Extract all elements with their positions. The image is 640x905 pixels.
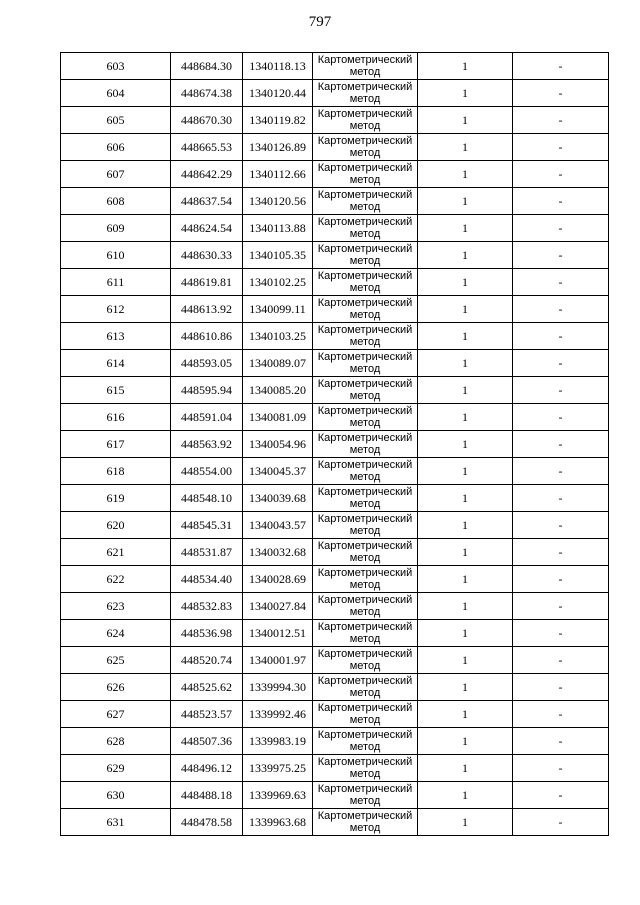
accuracy-value: 1 [418, 161, 513, 188]
method-cell [313, 647, 418, 674]
accuracy-value: 1 [418, 647, 513, 674]
method-line-2: метод [349, 768, 381, 780]
point-number: 614 [61, 350, 171, 377]
point-number: 610 [61, 242, 171, 269]
method-line-2: метод [349, 417, 381, 429]
method-line-2: метод [349, 201, 381, 213]
coordinate-y: 1340113.88 [243, 215, 313, 242]
point-number: 628 [61, 728, 171, 755]
coordinate-y: 1339963.68 [243, 809, 313, 836]
table-row [61, 755, 609, 782]
coordinate-y: 1340085.20 [243, 377, 313, 404]
table-row [61, 161, 609, 188]
coordinate-y: 1340027.84 [243, 593, 313, 620]
method-line-1: Картометрический [317, 648, 413, 660]
coordinate-x: 448525.62 [171, 674, 243, 701]
coordinate-y: 1340089.07 [243, 350, 313, 377]
point-number: 613 [61, 323, 171, 350]
method-line-1: Картометрический [317, 702, 413, 714]
description-value: - [513, 188, 609, 215]
point-number: 618 [61, 458, 171, 485]
description-value: - [513, 107, 609, 134]
method-line-1: Картометрический [317, 783, 413, 795]
method-cell [313, 485, 418, 512]
method-line-2: метод [349, 714, 381, 726]
coordinate-y: 1340043.57 [243, 512, 313, 539]
description-value: - [513, 431, 609, 458]
table-row [61, 431, 609, 458]
point-number: 619 [61, 485, 171, 512]
method-line-2: метод [349, 687, 381, 699]
method-line-1: Картометрический [317, 459, 413, 471]
method-cell [313, 242, 418, 269]
coordinate-x: 448531.87 [171, 539, 243, 566]
coordinate-y: 1339975.25 [243, 755, 313, 782]
table-row [61, 80, 609, 107]
table-row [61, 485, 609, 512]
description-value: - [513, 620, 609, 647]
coordinate-y: 1339983.19 [243, 728, 313, 755]
table-row [61, 620, 609, 647]
method-line-2: метод [349, 228, 381, 240]
table-row [61, 539, 609, 566]
point-number: 630 [61, 782, 171, 809]
table-row [61, 566, 609, 593]
coordinate-y: 1340102.25 [243, 269, 313, 296]
coordinate-y: 1340045.37 [243, 458, 313, 485]
accuracy-value: 1 [418, 107, 513, 134]
coordinate-x: 448478.58 [171, 809, 243, 836]
method-cell [313, 161, 418, 188]
method-line-2: метод [349, 552, 381, 564]
description-value: - [513, 512, 609, 539]
description-value: - [513, 242, 609, 269]
method-line-1: Картометрический [317, 540, 413, 552]
method-line-2: метод [349, 336, 381, 348]
coordinate-y: 1340099.11 [243, 296, 313, 323]
accuracy-value: 1 [418, 377, 513, 404]
description-value: - [513, 485, 609, 512]
table-row [61, 296, 609, 323]
description-value: - [513, 593, 609, 620]
method-cell [313, 782, 418, 809]
page-number: 797 [308, 14, 332, 30]
method-line-2: метод [349, 174, 381, 186]
description-value: - [513, 215, 609, 242]
accuracy-value: 1 [418, 269, 513, 296]
method-line-2: метод [349, 741, 381, 753]
method-line-2: метод [349, 444, 381, 456]
description-value: - [513, 80, 609, 107]
coordinate-y: 1339994.30 [243, 674, 313, 701]
method-cell [313, 701, 418, 728]
accuracy-value: 1 [418, 80, 513, 107]
method-cell [313, 674, 418, 701]
coordinate-y: 1340120.56 [243, 188, 313, 215]
coordinate-x: 448532.83 [171, 593, 243, 620]
accuracy-value: 1 [418, 296, 513, 323]
point-number: 616 [61, 404, 171, 431]
method-line-2: метод [349, 822, 381, 834]
description-value: - [513, 458, 609, 485]
method-cell [313, 107, 418, 134]
method-line-2: метод [349, 282, 381, 294]
point-number: 606 [61, 134, 171, 161]
method-line-1: Картометрический [317, 81, 413, 93]
accuracy-value: 1 [418, 458, 513, 485]
point-number: 611 [61, 269, 171, 296]
coordinate-x: 448554.00 [171, 458, 243, 485]
accuracy-value: 1 [418, 323, 513, 350]
table-row [61, 269, 609, 296]
method-cell [313, 404, 418, 431]
coordinate-x: 448520.74 [171, 647, 243, 674]
description-value: - [513, 647, 609, 674]
point-number: 622 [61, 566, 171, 593]
accuracy-value: 1 [418, 512, 513, 539]
coordinate-x: 448613.92 [171, 296, 243, 323]
method-line-2: метод [349, 471, 381, 483]
point-number: 629 [61, 755, 171, 782]
point-number: 603 [61, 53, 171, 80]
method-cell [313, 323, 418, 350]
method-line-2: метод [349, 633, 381, 645]
method-line-1: Картометрический [317, 378, 413, 390]
table-row [61, 404, 609, 431]
coordinate-y: 1340119.82 [243, 107, 313, 134]
point-number: 615 [61, 377, 171, 404]
point-number: 620 [61, 512, 171, 539]
method-line-1: Картометрический [317, 486, 413, 498]
method-cell [313, 431, 418, 458]
coordinate-y: 1339969.63 [243, 782, 313, 809]
accuracy-value: 1 [418, 782, 513, 809]
coordinate-x: 448591.04 [171, 404, 243, 431]
coordinate-x: 448536.98 [171, 620, 243, 647]
point-number: 617 [61, 431, 171, 458]
coordinate-x: 448545.31 [171, 512, 243, 539]
coordinate-x: 448488.18 [171, 782, 243, 809]
method-line-1: Картометрический [317, 108, 413, 120]
method-line-1: Картометрический [317, 810, 413, 822]
coordinate-x: 448563.92 [171, 431, 243, 458]
coordinate-x: 448523.57 [171, 701, 243, 728]
coordinate-y: 1340126.89 [243, 134, 313, 161]
method-line-2: метод [349, 579, 381, 591]
method-line-2: метод [349, 660, 381, 672]
method-line-1: Картометрический [317, 432, 413, 444]
coordinate-y: 1340039.68 [243, 485, 313, 512]
point-number: 609 [61, 215, 171, 242]
description-value: - [513, 809, 609, 836]
method-cell [313, 350, 418, 377]
accuracy-value: 1 [418, 809, 513, 836]
coordinate-x: 448665.53 [171, 134, 243, 161]
table-row [61, 188, 609, 215]
description-value: - [513, 350, 609, 377]
coordinate-y: 1340120.44 [243, 80, 313, 107]
coordinate-x: 448595.94 [171, 377, 243, 404]
accuracy-value: 1 [418, 134, 513, 161]
description-value: - [513, 161, 609, 188]
method-line-2: метод [349, 390, 381, 402]
accuracy-value: 1 [418, 566, 513, 593]
table-row [61, 647, 609, 674]
method-line-1: Картометрический [317, 324, 413, 336]
method-line-1: Картометрический [317, 216, 413, 228]
coordinate-y: 1340105.35 [243, 242, 313, 269]
description-value: - [513, 134, 609, 161]
method-line-2: метод [349, 66, 381, 78]
method-line-1: Картометрический [317, 351, 413, 363]
description-value: - [513, 53, 609, 80]
method-line-1: Картометрический [317, 729, 413, 741]
method-line-1: Картометрический [317, 675, 413, 687]
method-cell [313, 809, 418, 836]
accuracy-value: 1 [418, 188, 513, 215]
point-number: 623 [61, 593, 171, 620]
point-number: 612 [61, 296, 171, 323]
table-row [61, 134, 609, 161]
description-value: - [513, 755, 609, 782]
table-row [61, 53, 609, 80]
method-line-1: Картометрический [317, 243, 413, 255]
coordinate-x: 448670.30 [171, 107, 243, 134]
description-value: - [513, 539, 609, 566]
table-row [61, 701, 609, 728]
table-row [61, 323, 609, 350]
coordinate-x: 448642.29 [171, 161, 243, 188]
table-row [61, 674, 609, 701]
method-cell [313, 755, 418, 782]
coordinate-x: 448637.54 [171, 188, 243, 215]
method-line-2: метод [349, 255, 381, 267]
accuracy-value: 1 [418, 755, 513, 782]
method-cell [313, 512, 418, 539]
table-row [61, 107, 609, 134]
table-row [61, 593, 609, 620]
point-number: 624 [61, 620, 171, 647]
coordinate-y: 1340054.96 [243, 431, 313, 458]
method-line-1: Картометрический [317, 513, 413, 525]
coordinate-x: 448496.12 [171, 755, 243, 782]
point-number: 621 [61, 539, 171, 566]
coordinates-table [60, 52, 609, 836]
point-number: 607 [61, 161, 171, 188]
description-value: - [513, 404, 609, 431]
coordinate-y: 1340118.13 [243, 53, 313, 80]
coordinate-x: 448534.40 [171, 566, 243, 593]
method-line-1: Картометрический [317, 756, 413, 768]
description-value: - [513, 674, 609, 701]
method-line-1: Картометрический [317, 567, 413, 579]
description-value: - [513, 782, 609, 809]
method-line-2: метод [349, 120, 381, 132]
method-line-1: Картометрический [317, 54, 413, 66]
coordinate-x: 448630.33 [171, 242, 243, 269]
description-value: - [513, 701, 609, 728]
coordinate-y: 1340032.68 [243, 539, 313, 566]
accuracy-value: 1 [418, 674, 513, 701]
description-value: - [513, 323, 609, 350]
coordinate-y: 1340081.09 [243, 404, 313, 431]
method-cell [313, 620, 418, 647]
method-line-1: Картометрический [317, 405, 413, 417]
accuracy-value: 1 [418, 539, 513, 566]
accuracy-value: 1 [418, 701, 513, 728]
point-number: 605 [61, 107, 171, 134]
method-line-1: Картометрический [317, 135, 413, 147]
method-line-1: Картометрический [317, 270, 413, 282]
coordinate-y: 1339992.46 [243, 701, 313, 728]
coordinate-x: 448674.38 [171, 80, 243, 107]
point-number: 604 [61, 80, 171, 107]
description-value: - [513, 728, 609, 755]
method-cell [313, 80, 418, 107]
accuracy-value: 1 [418, 215, 513, 242]
coordinate-y: 1340112.66 [243, 161, 313, 188]
method-line-2: метод [349, 795, 381, 807]
method-line-2: метод [349, 147, 381, 159]
method-cell [313, 593, 418, 620]
table-row [61, 512, 609, 539]
method-line-2: метод [349, 93, 381, 105]
method-line-2: метод [349, 309, 381, 321]
accuracy-value: 1 [418, 728, 513, 755]
coordinate-x: 448507.36 [171, 728, 243, 755]
method-line-1: Картометрический [317, 621, 413, 633]
method-cell [313, 134, 418, 161]
method-cell [313, 377, 418, 404]
method-cell [313, 566, 418, 593]
table-row [61, 782, 609, 809]
table-row [61, 809, 609, 836]
accuracy-value: 1 [418, 404, 513, 431]
coordinate-x: 448619.81 [171, 269, 243, 296]
table-row [61, 458, 609, 485]
coordinate-y: 1340001.97 [243, 647, 313, 674]
point-number: 625 [61, 647, 171, 674]
method-line-1: Картометрический [317, 189, 413, 201]
coordinate-x: 448684.30 [171, 53, 243, 80]
table-row [61, 377, 609, 404]
method-cell [313, 269, 418, 296]
accuracy-value: 1 [418, 350, 513, 377]
accuracy-value: 1 [418, 242, 513, 269]
coordinate-x: 448610.86 [171, 323, 243, 350]
point-number: 631 [61, 809, 171, 836]
coordinate-y: 1340103.25 [243, 323, 313, 350]
table-row [61, 350, 609, 377]
method-line-2: метод [349, 498, 381, 510]
method-cell [313, 296, 418, 323]
description-value: - [513, 296, 609, 323]
method-cell [313, 728, 418, 755]
accuracy-value: 1 [418, 53, 513, 80]
accuracy-value: 1 [418, 485, 513, 512]
method-line-1: Картометрический [317, 162, 413, 174]
method-cell [313, 188, 418, 215]
description-value: - [513, 377, 609, 404]
table-row [61, 728, 609, 755]
point-number: 627 [61, 701, 171, 728]
method-cell [313, 53, 418, 80]
method-line-2: метод [349, 606, 381, 618]
table-row [61, 242, 609, 269]
coordinate-x: 448624.54 [171, 215, 243, 242]
accuracy-value: 1 [418, 593, 513, 620]
point-number: 608 [61, 188, 171, 215]
coordinate-x: 448593.05 [171, 350, 243, 377]
table-row [61, 215, 609, 242]
accuracy-value: 1 [418, 431, 513, 458]
method-line-2: метод [349, 363, 381, 375]
coordinate-x: 448548.10 [171, 485, 243, 512]
method-line-1: Картометрический [317, 594, 413, 606]
method-line-1: Картометрический [317, 297, 413, 309]
coordinate-y: 1340028.69 [243, 566, 313, 593]
coordinate-y: 1340012.51 [243, 620, 313, 647]
point-number: 626 [61, 674, 171, 701]
method-cell [313, 215, 418, 242]
description-value: - [513, 566, 609, 593]
method-line-2: метод [349, 525, 381, 537]
method-cell [313, 458, 418, 485]
method-cell [313, 539, 418, 566]
accuracy-value: 1 [418, 620, 513, 647]
description-value: - [513, 269, 609, 296]
